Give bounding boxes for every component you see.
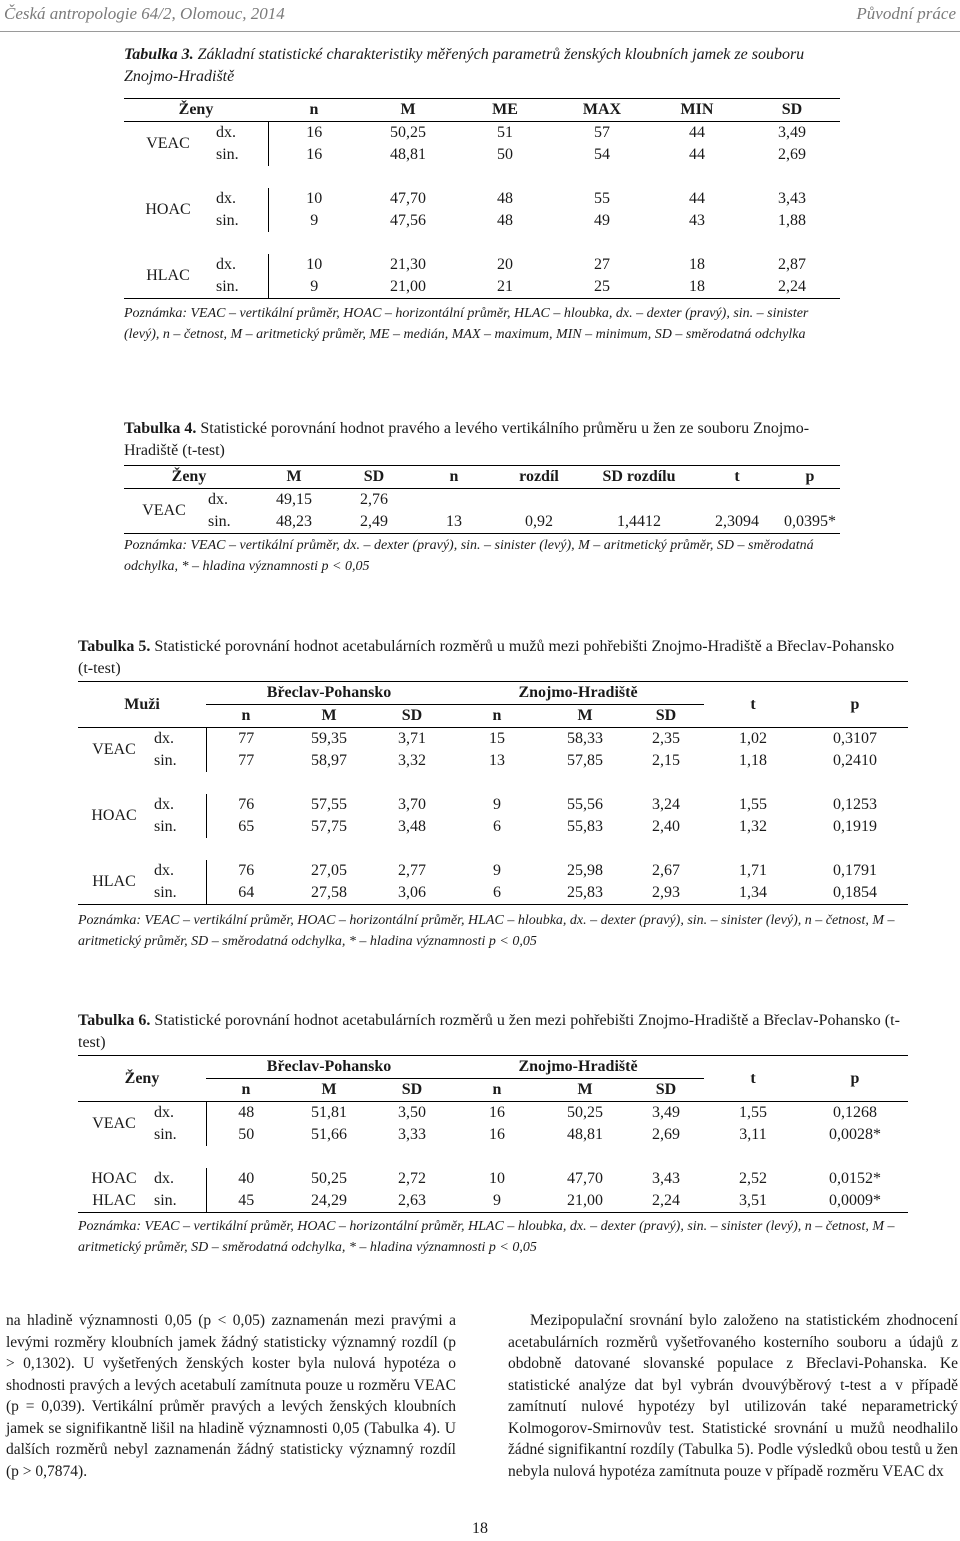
cell: 76 [238,862,255,879]
table-row [124,254,840,276]
cell: 44 [689,124,705,141]
table5-sub-n: n [206,705,286,728]
table3-header-row [124,99,840,122]
side-label: sin. [150,1124,206,1146]
cell: 48,81 [390,146,426,163]
cell: 15 [489,730,505,747]
cell: 2,69 [778,146,806,163]
table5-col-p: p [802,682,908,728]
cell: 50,25 [567,1104,603,1121]
cell: 2,24 [744,276,840,299]
table3-caption [124,44,840,88]
table6-caption [78,1010,908,1054]
cell: 3,50 [398,1104,426,1121]
table4-col-m: M [254,466,334,489]
cell: 50 [238,1126,255,1143]
table3-group-hlac: HLAC [124,254,212,299]
table-row [78,882,908,905]
cell: 10 [306,256,323,273]
table3-group-veac: VEAC [146,135,190,152]
cell: 2,40 [652,818,680,835]
table-row [78,816,908,838]
cell: 0,1268 [833,1104,877,1121]
cell: 48 [238,1104,255,1121]
side-label: sin. [212,276,268,299]
cell: 1,18 [739,752,767,769]
body-column-right: Mezipopulační srovnání bylo založeno na statistickém zhodnocení acetabulárních rozměrů vyšetřovaného kosterního souboru a údajů z obdobně datované slovanské populace z Břeclavi-Pohanska. Ke statistické analýze dat byl vybrán dvouvýběrový t-test a v případě zamítnutí nulové hypotézy byl utilizován také neparametrický Kolmogorov-Smirnovův test. Statistické srovnání u mužů neodhalilo žádné signifikantní rozdíly (Tabulka 5). Podle výsledků obou testů u žen nebyla nulová hypotéza zamítnuta pouze v případě rozměru VEAC dx [508,1312,958,1480]
table5-caption [78,636,908,680]
cell: 2,93 [628,882,704,905]
table6-group-veac: VEAC [92,1115,136,1132]
table5-group-hlac: HLAC [78,860,150,905]
cell: 2,3094 [694,511,780,534]
side-label: sin. [150,1190,206,1213]
table4-col-p: p [780,466,840,489]
cell: 1,32 [739,818,767,835]
cell: 3,43 [778,190,806,207]
cell: 1,88 [778,212,806,229]
cell: 18 [650,276,744,299]
cell: 64 [206,882,286,905]
table5 [78,681,908,905]
table-row [78,728,908,751]
table6-group-hlac: HLAC [78,1190,150,1213]
side-label: sin. [150,750,206,772]
cell: 3,71 [398,730,426,747]
cell: 48 [497,212,513,229]
side-label: dx. [208,491,228,508]
cell: 48,81 [567,1126,603,1143]
table3 [124,98,840,299]
cell: 0,1791 [833,862,877,879]
cell: 0,0028* [829,1126,881,1143]
table-row [124,511,840,534]
table3-col-me: ME [456,99,554,122]
cell: 10 [306,190,323,207]
table6-sub-sd: SD [628,1079,704,1102]
table-row [124,144,840,166]
cell: 57,75 [311,818,347,835]
cell: 16 [489,1126,505,1143]
cell: 0,0009* [802,1190,908,1213]
cell: 1,55 [739,1104,767,1121]
cell: 55,56 [567,796,603,813]
cell: 3,43 [652,1170,680,1187]
header-rule [0,31,960,32]
table6-group-hoac: HOAC [91,1170,137,1187]
table3-col-max: MAX [554,99,650,122]
side-label: sin. [212,144,268,166]
table5-note: Poznámka: VEAC – vertikální průměr, HOAC – horizontální průměr, HLAC – hloubka, dx. – dexter (pravý), sin. – sinister (levý), n – četnost, M – aritmetický průměr, SD – směrodatná odchylka, * – hladina významnosti p < 0,05 [78,913,895,949]
cell: 6 [452,882,542,905]
table5-sub-m: M [542,705,628,728]
cell [494,489,584,512]
table4-col-n: n [414,466,494,489]
table-row [124,210,840,232]
body-column-left: na hladině významnosti 0,05 (p < 0,05) zaznamenán mezi pravými a levými rozměry kloubních jamek žádný statisticky významný rozdíl (p > 0,1302). U vyšetřených ženských koster byla nulová hypotéza o shodnosti pravých a levých acetabulí zamítnuta pouze u rozměru VEAC (p = 0,039). Vertikální průměr pravých a levých ženských kloubních jamek se signifikantně lišil na hladině významnosti 0,05 (Tabulka 4). U dalších rozměrů nebyl zaznamenán žádný statisticky významný rozdíl (p > 0,7874). [6,1312,456,1480]
table5-site1: Břeclav-Pohansko [206,682,452,705]
cell: 0,3107 [833,730,877,747]
cell: 0,2410 [833,752,877,769]
cell: 16 [306,124,323,141]
table4-label: Tabulka 4. [124,420,197,437]
cell [414,489,494,512]
cell: 1,34 [704,882,802,905]
table5-group-hoac: HOAC [91,807,137,824]
cell: 65 [238,818,255,835]
cell: 1,55 [739,796,767,813]
table-row [124,188,840,210]
cell: 2,52 [739,1170,767,1187]
cell [694,489,780,512]
cell: 16 [489,1104,505,1121]
cell: 50,25 [311,1170,347,1187]
side-label: dx. [212,122,268,145]
cell: 44 [689,146,705,163]
table5-site2: Znojmo-Hradiště [452,682,704,705]
cell: 0,0152* [829,1170,881,1187]
table6-col-p: p [802,1056,908,1102]
cell: 47,70 [567,1170,603,1187]
cell: 3,49 [778,124,806,141]
table3-col-n: n [268,99,360,122]
table6-site2: Znojmo-Hradiště [452,1056,704,1079]
table4-col-sd-diff: SD rozdílu [584,466,694,489]
table5-header-row-1 [78,682,908,705]
cell: 2,72 [398,1170,426,1187]
cell: 51 [497,124,513,141]
cell: 3,32 [398,752,426,769]
table6-sub-n: n [452,1079,542,1102]
cell: 58,33 [567,730,603,747]
cell: 9 [493,862,501,879]
table4-group-veac: VEAC [124,489,204,534]
table4-col-t: t [694,466,780,489]
cell: 40 [238,1170,255,1187]
table4-col-group: Ženy [124,466,254,489]
cell: 76 [238,796,255,813]
cell: 6 [493,818,501,835]
table5-sub-sd: SD [372,705,452,728]
cell: 3,24 [652,796,680,813]
side-label: dx. [150,860,206,882]
table6-label: Tabulka 6. [78,1012,151,1029]
side-label: sin. [212,210,268,232]
table4-caption [124,418,840,462]
table5-sub-sd: SD [628,705,704,728]
side-label: sin. [150,816,206,838]
cell: 59,35 [311,730,347,747]
cell: 50,25 [390,124,426,141]
cell: 20 [497,256,513,273]
cell: 57 [594,124,610,141]
cell: 1,71 [739,862,767,879]
cell: 50 [497,146,513,163]
side-label: dx. [212,254,268,276]
cell: 1,4412 [584,511,694,534]
table-row [78,794,908,816]
cell: 10 [489,1170,505,1187]
cell: 54 [594,146,610,163]
table6-sub-sd: SD [372,1079,452,1102]
cell: 51,81 [311,1104,347,1121]
table-row [78,860,908,882]
cell: 51,66 [311,1126,347,1143]
cell: 2,15 [652,752,680,769]
cell: 1,02 [739,730,767,747]
table3-note: Poznámka: VEAC – vertikální průměr, HOAC – horizontální průměr, HLAC – hloubka, dx. – dexter (pravý), sin. – sinister (levý), n – četnost, M – aritmetický průměr, ME – medián, MAX – maximum, MIN – minimum, SD – směrodatná odchylka [124,306,809,342]
cell: 2,69 [652,1126,680,1143]
table-row [78,1102,908,1125]
cell: 0,1253 [833,796,877,813]
table-row [78,750,908,772]
table3-col-min: MIN [650,99,744,122]
side-label: dx. [212,188,268,210]
cell: 57,85 [567,752,603,769]
side-label: sin. [150,882,206,905]
cell: 21,00 [360,276,456,299]
table5-sub-m: M [286,705,372,728]
table3-col-sd: SD [744,99,840,122]
table5-col-t: t [704,682,802,728]
cell: 49,15 [276,491,312,508]
cell: 3,06 [372,882,452,905]
cell: 3,11 [739,1126,767,1143]
cell: 2,67 [652,862,680,879]
cell: 18 [689,256,705,273]
cell: 44 [689,190,705,207]
table3-group-hoac: HOAC [145,201,191,218]
table5-title: Statistické porovnání hodnot acetabulárních rozměrů u mužů mezi pohřebišti Znojmo-Hradiště a Břeclav-Pohansko (t-test) [78,638,895,677]
cell: 21,30 [390,256,426,273]
cell: 0,0395* [780,511,840,534]
table5-corner: Muži [78,682,206,728]
table3-title: Základní statistické charakteristiky měřených parametrů ženských kloubních jamek ze souboru Znojmo-Hradiště [124,46,805,85]
table6-note: Poznámka: VEAC – vertikální průměr, HOAC – horizontální průměr, HLAC – hloubka, dx. – dexter (pravý), sin. – sinister (levý), n – četnost, M – aritmetický průměr, SD – směrodatná odchylka, * – hladina významnosti p < 0,05 [78,1219,895,1255]
cell: 2,76 [360,491,388,508]
cell: 3,51 [704,1190,802,1213]
section-header: Původní práce [856,4,956,23]
cell: 25,98 [567,862,603,879]
cell: 47,70 [390,190,426,207]
cell: 2,24 [628,1190,704,1213]
cell: 49 [594,212,610,229]
cell: 55 [594,190,610,207]
table-row [124,122,840,145]
table-row [78,1124,908,1146]
side-label: dx. [150,794,206,816]
table5-group-veac: VEAC [92,741,136,758]
cell: 43 [689,212,705,229]
table-row [124,489,840,512]
cell: 2,49 [334,511,414,534]
table4-col-sd: SD [334,466,414,489]
table3-col-group: Ženy [124,99,268,122]
cell: 9 [268,276,360,299]
cell: 48,23 [254,511,334,534]
cell: 2,77 [398,862,426,879]
table3-label: Tabulka 3. [124,46,194,63]
cell: 0,92 [494,511,584,534]
cell: 2,87 [778,256,806,273]
table6-col-t: t [704,1056,802,1102]
cell: 13 [414,511,494,534]
table-row [78,1190,908,1213]
cell: 77 [238,752,255,769]
table6-sub-m: M [542,1079,628,1102]
cell: 3,48 [398,818,426,835]
table5-sub-n: n [452,705,542,728]
table6 [78,1055,908,1213]
table-row [78,1168,908,1190]
table6-sub-n: n [206,1079,286,1102]
cell: 16 [306,146,323,163]
cell: 27,05 [311,862,347,879]
side-label: dx. [150,1102,206,1125]
cell: 3,49 [652,1104,680,1121]
table5-label: Tabulka 5. [78,638,151,655]
table4-note: Poznámka: VEAC – vertikální průměr, dx. – dexter (pravý), sin. – sinister (levý), M – aritmetický průměr, SD – směrodatná odchylka, * – hladina významnosti p < 0,05 [124,538,814,574]
cell: 2,63 [372,1190,452,1213]
cell: 0,1854 [802,882,908,905]
cell: 21,00 [542,1190,628,1213]
cell: 9 [493,796,501,813]
cell: 21 [456,276,554,299]
side-label: sin. [204,511,254,534]
page-number: 18 [472,1520,488,1537]
cell: 57,55 [311,796,347,813]
cell [584,489,694,512]
table4-title: Statistické porovnání hodnot pravého a levého vertikálního průměru u žen ze souboru Znojmo-Hradiště (t-test) [124,420,810,459]
cell: 3,33 [398,1126,426,1143]
cell: 45 [206,1190,286,1213]
cell: 24,29 [286,1190,372,1213]
cell: 77 [238,730,255,747]
table6-header-row-1 [78,1056,908,1079]
table4-header-row [124,466,840,489]
cell: 0,1919 [833,818,877,835]
table4-col-diff: rozdíl [494,466,584,489]
cell: 47,56 [390,212,426,229]
cell: 25,83 [542,882,628,905]
table4 [124,465,840,534]
journal-header: Česká antropologie 64/2, Olomouc, 2014 [4,4,285,23]
cell: 27,58 [286,882,372,905]
table6-corner: Ženy [78,1056,206,1102]
cell: 13 [489,752,505,769]
cell: 3,70 [398,796,426,813]
cell: 25 [554,276,650,299]
cell: 58,97 [311,752,347,769]
table6-title: Statistické porovnání hodnot acetabulárních rozměrů u žen mezi pohřebišti Znojmo-Hradiště a Břeclav-Pohansko (t-test) [78,1012,900,1051]
cell: 48 [497,190,513,207]
table3-col-m: M [360,99,456,122]
table6-sub-m: M [286,1079,372,1102]
cell [780,489,840,512]
cell: 27 [594,256,610,273]
table6-site1: Břeclav-Pohansko [206,1056,452,1079]
cell: 55,83 [567,818,603,835]
cell: 2,35 [652,730,680,747]
side-label: dx. [150,728,206,751]
side-label: dx. [150,1168,206,1190]
table-row [124,276,840,299]
cell: 9 [452,1190,542,1213]
cell: 9 [310,212,319,229]
